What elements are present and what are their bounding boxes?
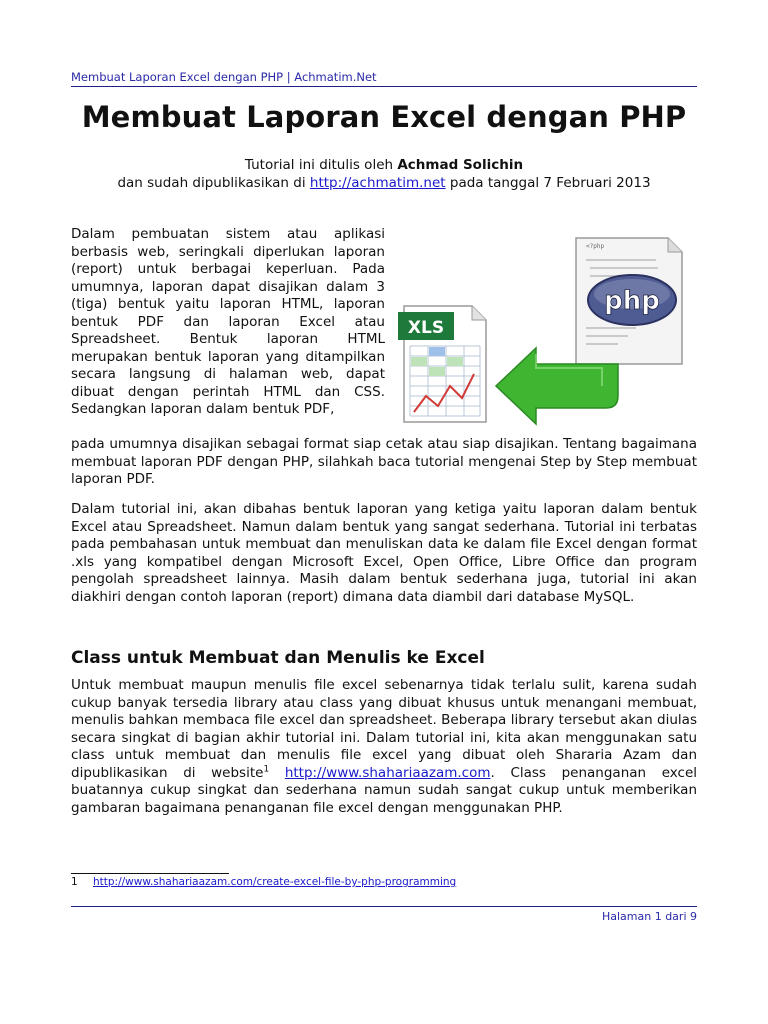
footnote-divider [71, 873, 229, 874]
section-heading: Class untuk Membuat dan Menulis ke Excel [71, 648, 485, 668]
intro-paragraph-wrapped: Dalam pembuatan sistem atau aplikasi berbasis web, seringkali diperlukan laporan (report) untuk berbagai keperluan. Pada umumnya, laporan dapat disajikan dalam 3 (tiga) bentuk yaitu laporan HTML, laporan bentuk PDF dan laporan Excel atau Spreadsheet. Bentuk laporan HTML merupakan bentuk laporan yang ditampilkan secara langsung di halaman web, dapat dibuat dengan perintah HTML dan CSS. Sedangkan laporan dalam bentuk PDF, [71, 226, 385, 417]
byline-publish-line [0, 174, 768, 192]
header-divider [71, 86, 697, 87]
page-number: Halaman 1 dari 9 [601, 910, 697, 923]
php-code-line: <?php [586, 243, 605, 250]
xls-label: XLS [407, 318, 445, 338]
xls-php-arrow-illustration [396, 236, 698, 428]
byline-publish-prefix: dan sudah dipublikasikan di [117, 175, 310, 191]
footnote [71, 876, 456, 888]
author-name: Achmad Solichin [397, 157, 524, 173]
xls-spreadsheet-icon [398, 306, 486, 422]
byline [0, 156, 768, 192]
page-title: Membuat Laporan Excel dengan PHP [81, 100, 687, 134]
byline-prefix: Tutorial ini ditulis oleh [244, 157, 398, 173]
footnote-number: 1 [71, 876, 78, 888]
intro-paragraph-continued: pada umumnya disajikan sebagai format siap cetak atau siap disajikan. Tentang bagaimana membuat laporan PDF dengan PHP, silahkah baca tutorial mengenai Step by Step membuat laporan PDF. [71, 436, 697, 487]
php-logo-text: php [604, 286, 660, 316]
site-link[interactable]: http://achmatim.net [309, 175, 446, 191]
footnote-ref[interactable]: 1 [263, 764, 270, 774]
paragraph-2: Dalam tutorial ini, akan dibahas bentuk laporan yang ketiga yaitu laporan dalam bentuk Excel atau Spreadsheet. Namun dalam bentuk yang sangat sederhana. Tutorial ini terbatas pada pembahasan untuk membuat dan menuliskan data ke dalam file Excel dengan format .xls yang kompatibel dengan Microsoft Excel, Open Office, Libre Office dan program pengolah spreadsheet lainnya. Masih dalam bentuk sederhana juga, tutorial ini akan diakhiri dengan contoh laporan (report) dimana data diambil dari database MySQL. [71, 501, 697, 605]
running-header-title: Membuat Laporan Excel dengan PHP | Achmatim.Net [71, 70, 377, 84]
php-document-icon [576, 238, 682, 364]
section-text-after: . Class penanganan excel buatannya cukup singkat dan sederhana namun sudah sangat cukup untuk memberikan gambaran bagaimana penanganan file excel dengan menggunakan PHP. [71, 764, 698, 816]
footnote-link[interactable]: http://www.shahariaazam.com/create-excel-file-by-php-programming [93, 876, 457, 888]
section-paragraph [71, 677, 697, 817]
publish-date-text: pada tanggal 7 Februari 2013 [445, 175, 651, 191]
section-text-before: Untuk membuat maupun menulis file excel sebenarnya tidak terlalu sulit, karena sudah cukup banyak tersedia library atau class yang dibuat khusus untuk menangani membuat, menulis bahkan membaca file excel dan spreadsheet. Beberapa library tersebut akan diulas secara singkat di bagian akhir tutorial ini. Dalam tutorial ini, kita akan menggunakan satu class untuk membuat dan menulis file excel yang dibuat oleh Shararia Azam dan dipublikasikan di website [71, 677, 697, 781]
shahariaazam-link[interactable]: http://www.shahariaazam.com [284, 764, 491, 781]
byline-author-line [0, 156, 768, 174]
footer-divider [71, 906, 697, 907]
